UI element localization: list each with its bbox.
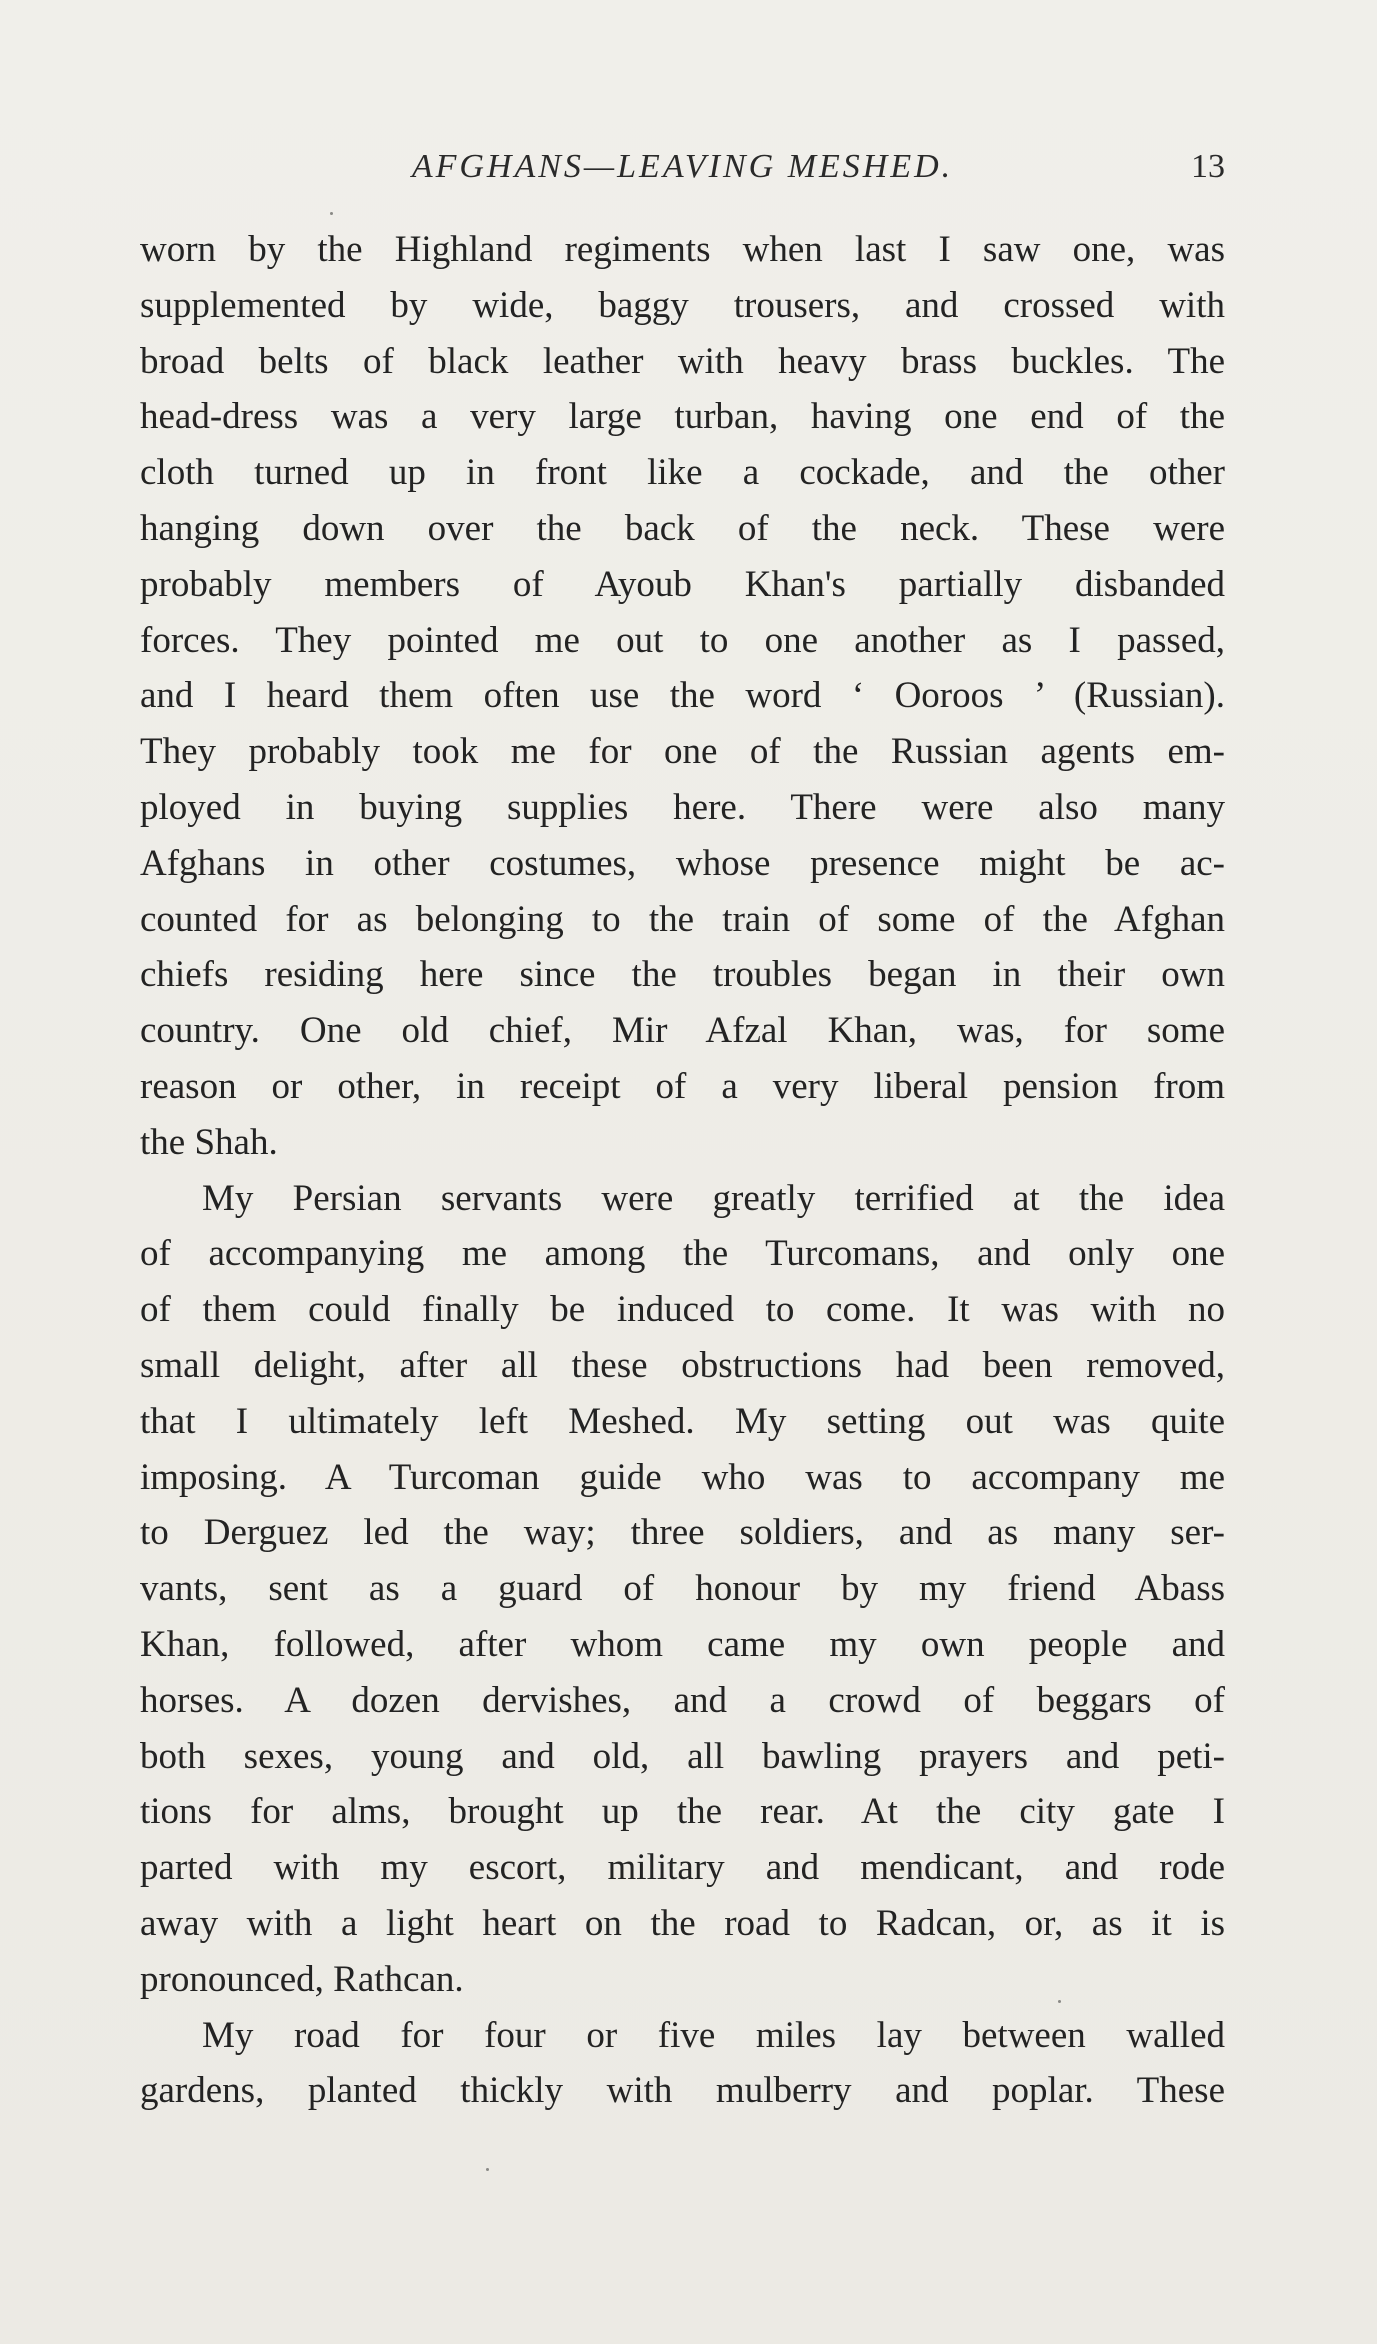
text-line: reason or other, in receipt of a very liberal pension from: [140, 1065, 1225, 1107]
text-line: chiefs residing here since the troubles began in their own: [140, 954, 1225, 996]
text-line: cloth turned up in front like a cockade, and the other: [140, 452, 1225, 494]
text-line: My road for four or five miles lay between walled: [202, 2014, 1225, 2056]
text-line: ployed in buying supplies here. There were also many: [140, 786, 1225, 828]
text-line: Khan, followed, after whom came my own people and: [140, 1623, 1225, 1665]
paper-speck: [330, 212, 333, 215]
text-line: broad belts of black leather with heavy brass buckles. The: [140, 340, 1225, 382]
text-line: imposing. A Turcoman guide who was to accompany me: [140, 1456, 1225, 1498]
text-line: My Persian servants were greatly terrified at the idea: [202, 1177, 1225, 1219]
text-line: supplemented by wide, baggy trousers, and crossed with: [140, 284, 1225, 326]
text-line: away with a light heart on the road to Radcan, or, as it is: [140, 1902, 1225, 1944]
text-line: both sexes, young and old, all bawling prayers and peti-: [140, 1735, 1225, 1777]
text-line: tions for alms, brought up the rear. At the city gate I: [140, 1791, 1225, 1833]
paper-speck: [486, 2168, 489, 2171]
text-line: vants, sent as a guard of honour by my friend Abass: [140, 1568, 1225, 1610]
text-line: country. One old chief, Mir Afzal Khan, was, for some: [140, 1010, 1225, 1052]
running-head: [140, 148, 1225, 198]
text-line: of accompanying me among the Turcomans, and only one: [140, 1233, 1225, 1275]
text-line: head-dress was a very large turban, having one end of the: [140, 396, 1225, 438]
page-number: 13: [1191, 148, 1225, 185]
text-line: probably members of Ayoub Khan's partially disbanded: [140, 563, 1225, 605]
text-line: gardens, planted thickly with mulberry and poplar. These: [140, 2070, 1225, 2112]
text-line: hanging down over the back of the neck. These were: [140, 507, 1225, 549]
text-line: horses. A dozen dervishes, and a crowd of beggars of: [140, 1679, 1225, 1721]
text-line: that I ultimately left Meshed. My setting out was quite: [140, 1400, 1225, 1442]
text-line: to Derguez led the way; three soldiers, and as many ser-: [140, 1512, 1225, 1554]
running-title: AFGHANS—LEAVING MESHED.: [411, 148, 954, 185]
text-line: of them could finally be induced to come. It was with no: [140, 1289, 1225, 1331]
text-line: forces. They pointed me out to one another as I passed,: [140, 619, 1225, 661]
text-line: counted for as belonging to the train of some of the Afghan: [140, 898, 1225, 940]
text-line: They probably took me for one of the Russian agents em-: [140, 731, 1225, 773]
text-line: pronounced, Rathcan.: [140, 1958, 464, 2000]
text-line: the Shah.: [140, 1121, 278, 1163]
text-line: small delight, after all these obstructions had been removed,: [140, 1344, 1225, 1386]
text-line: and I heard them often use the word ‘ Ooroos ’ (Russian).: [140, 675, 1225, 717]
paper-speck: [1058, 2000, 1061, 2003]
text-line: parted with my escort, military and mendicant, and rode: [140, 1847, 1225, 1889]
body-text: [140, 222, 1225, 2119]
text-line: worn by the Highland regiments when last I saw one, was: [140, 229, 1225, 270]
text-line: Afghans in other costumes, whose presence might be ac-: [140, 842, 1225, 884]
